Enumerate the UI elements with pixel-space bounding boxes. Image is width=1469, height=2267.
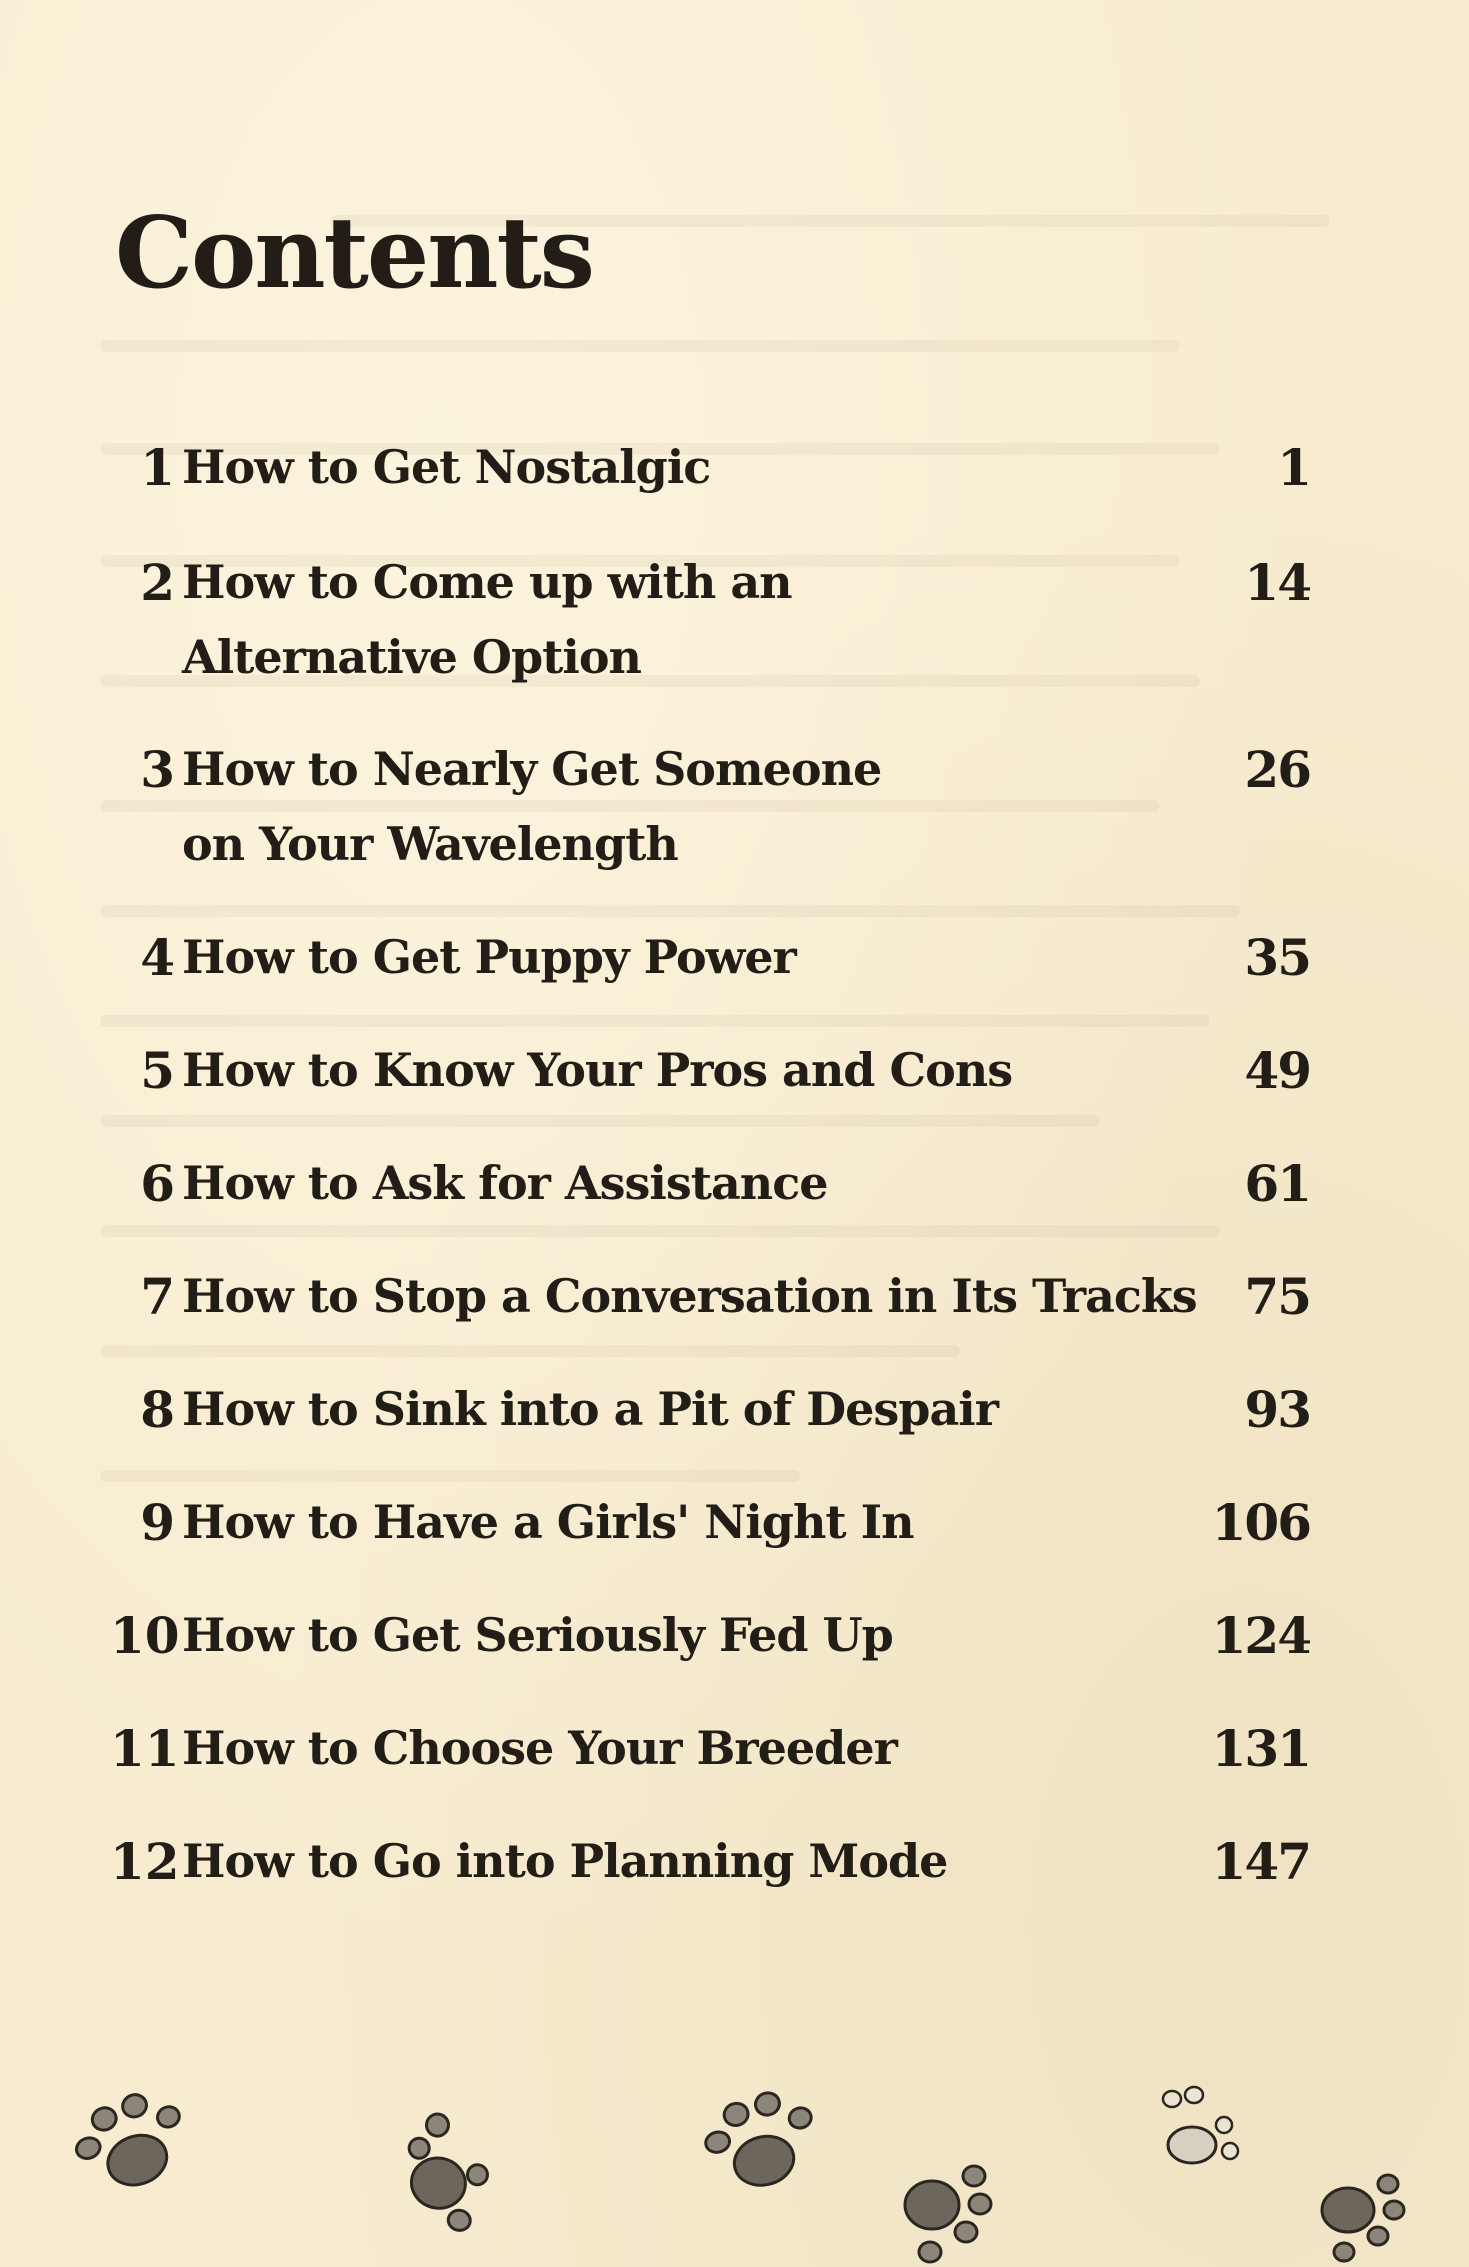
paw-print-icon — [688, 2075, 842, 2215]
chapter-number: 7 — [140, 1267, 175, 1326]
chapter-title: How to Sink into a Pit of Despair — [182, 1382, 998, 1436]
toc-entry[interactable] — [110, 1824, 1310, 1934]
chapter-number: 9 — [140, 1493, 175, 1552]
toc-entry[interactable] — [110, 1598, 1310, 1708]
chapter-title: How to Have a Girls' Night In — [182, 1495, 914, 1549]
chapter-title: How to Go into Planning Mode — [182, 1834, 948, 1888]
chapter-number: 5 — [140, 1041, 175, 1100]
page-number: 35 — [1244, 928, 1310, 987]
page-number: 1 — [1277, 438, 1310, 497]
chapter-number: 4 — [140, 928, 175, 987]
page-number: 93 — [1244, 1380, 1310, 1439]
chapter-number: 3 — [140, 740, 175, 799]
page-number: 14 — [1244, 553, 1310, 612]
chapter-title: How to Get Puppy Power — [182, 930, 796, 984]
chapter-title: How to Ask for Assistance — [182, 1156, 828, 1210]
toc-entry[interactable] — [110, 1259, 1310, 1369]
toc-entry[interactable] — [110, 732, 1310, 882]
paw-print-icon — [55, 2071, 215, 2219]
toc-entry[interactable] — [110, 1372, 1310, 1482]
page-number: 124 — [1211, 1606, 1310, 1665]
chapter-number: 11 — [110, 1719, 180, 1778]
chapter-number: 2 — [140, 553, 175, 612]
page-number: 75 — [1244, 1267, 1310, 1326]
page-number: 106 — [1211, 1493, 1310, 1552]
page-title: Contents — [115, 196, 593, 311]
paw-print-icon — [385, 2101, 516, 2248]
chapter-title: How to Come up with an Alternative Option — [182, 555, 792, 684]
toc-entry[interactable] — [110, 1711, 1310, 1821]
chapter-title: How to Choose Your Breeder — [182, 1721, 897, 1775]
page-number: 147 — [1211, 1832, 1310, 1891]
paw-print-icon — [890, 2160, 1000, 2265]
chapter-number: 1 — [140, 438, 175, 497]
chapter-number: 8 — [140, 1380, 175, 1439]
paw-print-icon — [1310, 2170, 1420, 2265]
paw-print-icon — [1150, 2085, 1250, 2175]
toc-entry[interactable] — [110, 545, 1310, 695]
page-number: 131 — [1211, 1719, 1310, 1778]
chapter-title: How to Get Nostalgic — [182, 440, 711, 494]
toc-entry[interactable] — [110, 1146, 1310, 1256]
toc-entry[interactable] — [110, 1033, 1310, 1143]
chapter-number: 12 — [110, 1832, 180, 1891]
page-number: 26 — [1244, 740, 1310, 799]
page-number: 49 — [1244, 1041, 1310, 1100]
chapter-number: 10 — [110, 1606, 180, 1665]
chapter-title: How to Nearly Get Someone on Your Wavelength — [182, 742, 882, 871]
toc-entry[interactable] — [110, 430, 1310, 540]
chapter-title: How to Get Seriously Fed Up — [182, 1608, 893, 1662]
chapter-number: 6 — [140, 1154, 175, 1213]
toc-entry[interactable] — [110, 1485, 1310, 1595]
chapter-title: How to Know Your Pros and Cons — [182, 1043, 1013, 1097]
page-number: 61 — [1244, 1154, 1310, 1213]
toc-entry[interactable] — [110, 920, 1310, 1030]
chapter-title: How to Stop a Conversation in Its Tracks — [182, 1269, 1197, 1323]
